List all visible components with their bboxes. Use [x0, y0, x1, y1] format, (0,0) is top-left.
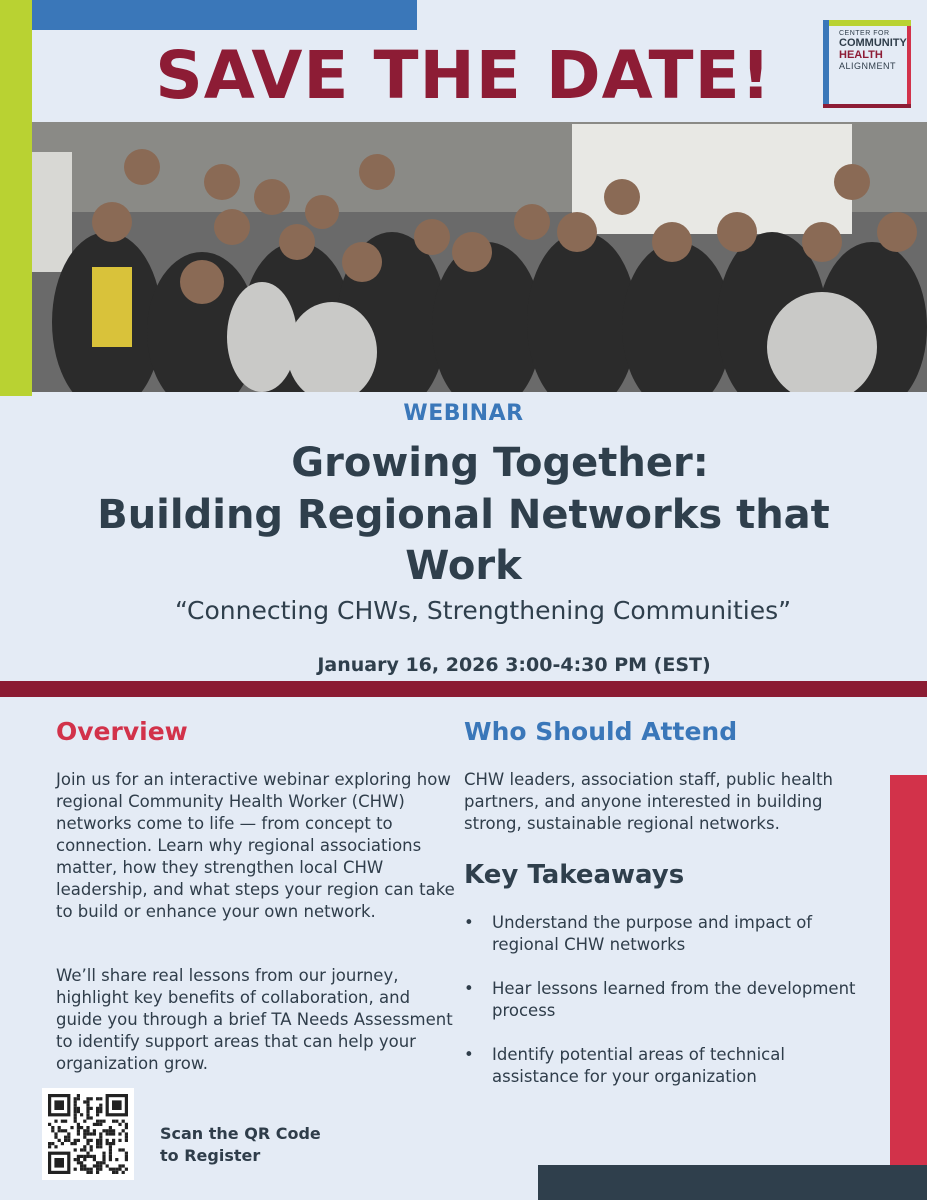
takeaway-item — [464, 978, 874, 1022]
who-should-attend-heading: Who Should Attend — [464, 717, 738, 746]
right-red-bar — [890, 775, 927, 1165]
logo-line2: COMMUNITY — [839, 37, 907, 49]
event-title-line1: Growing Together: — [291, 440, 709, 486]
who-should-attend-text: CHW leaders, association staff, public health partners, and anyone interested in building strong, sustainable regional networks. — [464, 770, 834, 833]
qr-code-icon — [42, 1088, 134, 1180]
takeaway-text: Understand the purpose and impact of regional CHW networks — [492, 913, 813, 954]
bullet-icon: • — [464, 913, 474, 932]
qr-caption-line1: Scan the QR Code — [160, 1124, 321, 1143]
overview-heading: Overview — [56, 717, 188, 746]
takeaway-item — [464, 1044, 874, 1088]
qr-caption — [160, 1123, 360, 1167]
takeaway-text: Identify potential areas of technical assistance for your organization — [492, 1045, 785, 1086]
event-datetime: January 16, 2026 3:00-4:30 PM (EST) — [317, 654, 711, 676]
group-photo-illustration — [32, 122, 927, 392]
logo-line4: ALIGNMENT — [839, 61, 897, 71]
takeaway-item — [464, 912, 874, 956]
group-photo — [32, 122, 927, 392]
event-title-line3: Work — [405, 543, 522, 589]
logo-line3: HEALTH — [839, 49, 883, 61]
save-the-date-headline: SAVE THE DATE! — [155, 37, 772, 114]
overview-paragraph-1: Join us for an interactive webinar exploring how regional Community Health Worker (CHW) networks come to life — from concept to connection. Learn why regional associations matter, how they strengthen local CHW leadership, and what steps your region can take to build or enhance your own network. — [56, 770, 455, 921]
event-type-label: WEBINAR — [403, 401, 524, 426]
qr-caption-line2: to Register — [160, 1146, 261, 1165]
event-title-line2: Building Regional Networks that — [97, 492, 830, 538]
overview-paragraph-2: We’ll share real lessons from our journey, highlight key benefits of collaboration, and guide you through a brief TA Needs Assessment to identify support areas that can help your organization grow. — [56, 966, 453, 1073]
top-blue-bar — [30, 0, 417, 30]
maroon-divider — [0, 681, 927, 697]
bullet-icon: • — [464, 979, 474, 998]
bottom-navy-bar — [538, 1165, 927, 1200]
event-tagline: “Connecting CHWs, Strengthening Communities” — [175, 596, 792, 625]
registration-qr-code[interactable] — [42, 1088, 134, 1180]
bullet-icon: • — [464, 1045, 474, 1064]
takeaway-text: Hear lessons learned from the development process — [492, 979, 856, 1020]
key-takeaways-list — [464, 912, 874, 1110]
logo-line1: CENTER FOR — [839, 30, 890, 37]
key-takeaways-heading: Key Takeaways — [464, 860, 685, 890]
organization-logo — [823, 20, 911, 108]
